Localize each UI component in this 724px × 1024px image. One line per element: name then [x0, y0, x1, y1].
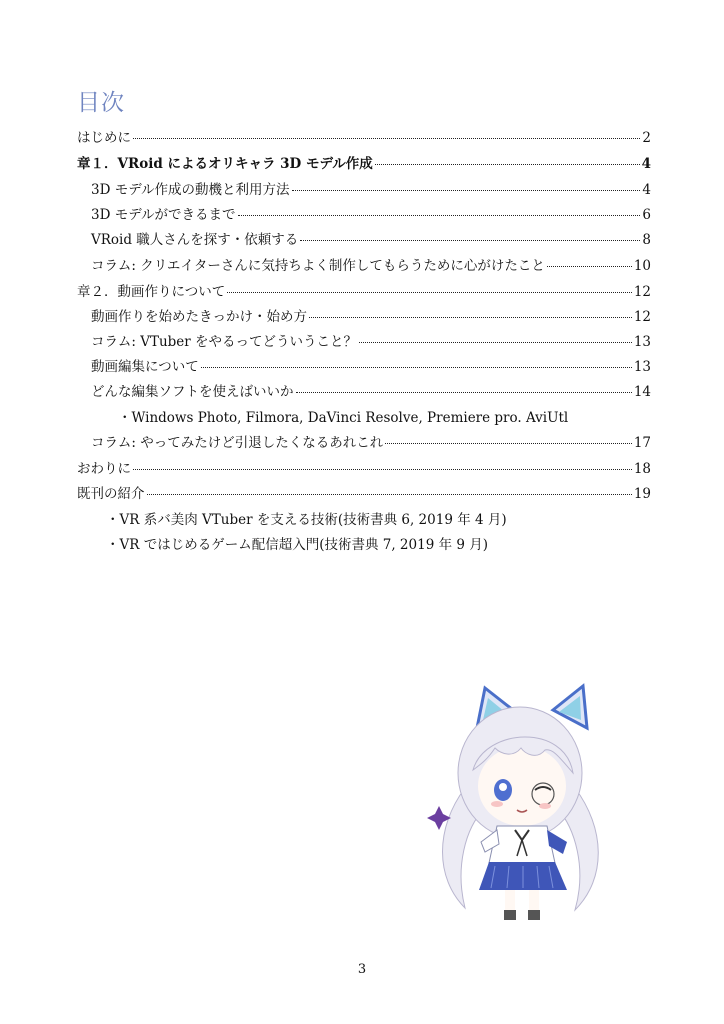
toc-leader-dots [375, 164, 640, 165]
toc-entry-section[interactable] [91, 231, 651, 249]
page-title: 目次 [77, 90, 125, 116]
toc-entry-label: 章２．動画作りについて [77, 284, 226, 300]
toc-entry-page: 12 [633, 309, 651, 325]
toc-entry-label: 3D モデルができるまで [91, 207, 236, 223]
toc-entry-afterword[interactable] [77, 460, 651, 478]
toc-subitem-previous-book-2: ・VR ではじめるゲーム配信超入門(技術書典 7, 2019 年 9 月) [106, 537, 489, 553]
toc-leader-dots [133, 469, 632, 470]
toc-entry-introduction[interactable] [77, 129, 651, 147]
toc-entry-page: 17 [633, 435, 651, 451]
toc-entry-page: 13 [633, 359, 651, 375]
toc-entry-chapter-1[interactable] [77, 155, 651, 173]
toc-entry-page: 4 [641, 156, 651, 172]
toc-subitem-previous-book-1: ・VR 系バ美肉 VTuber を支える技術(技術書典 6, 2019 年 4 月) [106, 512, 507, 528]
toc-leader-dots [359, 342, 632, 343]
toc-leader-dots [201, 367, 632, 368]
toc-leader-dots [385, 443, 632, 444]
toc-entry-label: どんな編集ソフトを使えばいいか [91, 384, 294, 400]
toc-entry-page: 6 [642, 207, 651, 223]
toc-entry-section[interactable] [91, 383, 651, 401]
toc-entry-section[interactable] [91, 181, 651, 199]
toc-leader-dots [292, 190, 641, 191]
toc-entry-label: コラム: クリエイターさんに気持ちよく制作してもらうために心がけたこと [91, 258, 545, 274]
toc-entry-page: 10 [633, 258, 651, 274]
toc-entry-page: 2 [642, 130, 651, 146]
toc-entry-page: 12 [633, 284, 651, 300]
toc-leader-dots [238, 215, 641, 216]
toc-entry-page: 14 [633, 384, 651, 400]
toc-leader-dots [133, 138, 640, 139]
toc-entry-column[interactable] [91, 333, 651, 351]
toc-entry-label: コラム: VTuber をやるってどういうこと？ [91, 334, 358, 350]
toc-leader-dots [296, 392, 632, 393]
toc-entry-page: 13 [633, 334, 651, 350]
toc-entry-page: 19 [633, 486, 651, 502]
character-illustration [425, 678, 615, 928]
toc-entry-label: 3D モデル作成の動機と利用方法 [91, 182, 290, 198]
toc-leader-dots [227, 292, 632, 293]
page-number: 3 [357, 962, 367, 977]
toc-entry-label: コラム: やってみたけど引退したくなるあれこれ [91, 435, 384, 451]
toc-entry-column[interactable] [91, 434, 651, 452]
toc-entry-label: 既刊の紹介 [77, 486, 145, 502]
toc-entry-previous-works[interactable] [77, 485, 651, 503]
toc-entry-section[interactable] [91, 206, 651, 224]
toc-entry-page: 8 [642, 232, 651, 248]
toc-entry-label: 動画編集について [91, 359, 199, 375]
toc-entry-label: 章１．VRoid によるオリキャラ 3D モデル作成 [77, 156, 373, 172]
toc-entry-section[interactable] [91, 358, 651, 376]
toc-leader-dots [147, 494, 632, 495]
toc-leader-dots [309, 317, 632, 318]
toc-entry-page: 18 [633, 461, 651, 477]
toc-entry-column[interactable] [91, 257, 651, 275]
toc-entry-label: VRoid 職人さんを探す・依頼する [91, 232, 299, 248]
toc-entry-chapter-2[interactable] [77, 283, 651, 301]
toc-entry-label: はじめに [77, 130, 131, 146]
toc-leader-dots [547, 266, 632, 267]
toc-entry-label: おわりに [77, 461, 131, 477]
toc-entry-section[interactable] [91, 308, 651, 326]
toc-leader-dots [300, 240, 640, 241]
toc-entry-label: 動画作りを始めたきっかけ・始め方 [91, 309, 307, 325]
chibi-character-icon [425, 678, 615, 928]
toc-subitem-software-list: ・Windows Photo, Filmora, DaVinci Resolve, Premiere pro. AviUtl [118, 410, 569, 426]
toc-entry-page: 4 [642, 182, 651, 198]
